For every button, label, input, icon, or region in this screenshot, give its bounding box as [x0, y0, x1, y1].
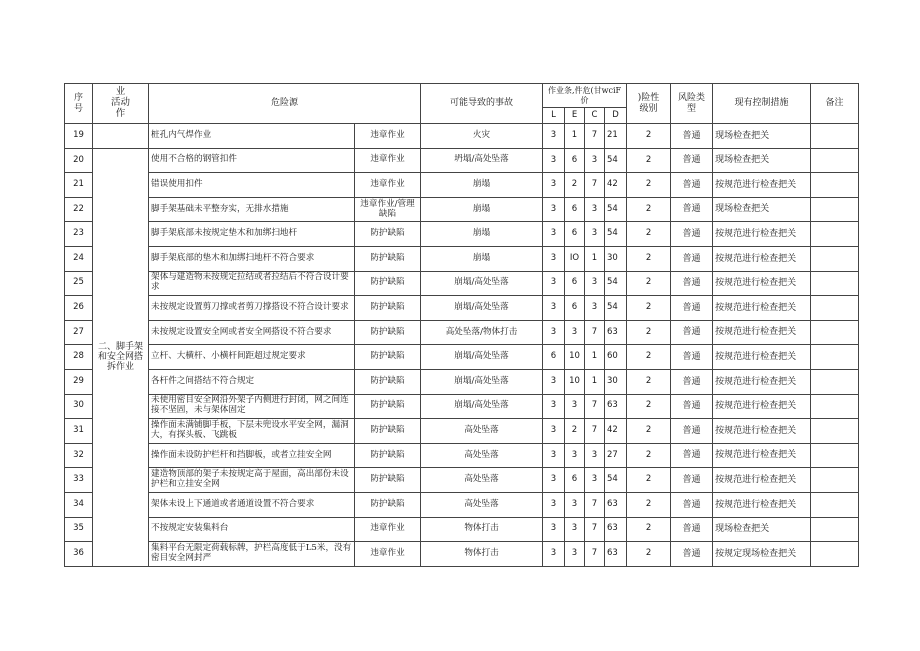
header-L: L [543, 108, 565, 124]
risk-type: 普通 [671, 492, 713, 517]
value-C: 7 [585, 320, 605, 345]
table-row [65, 320, 859, 345]
value-E: 6 [565, 148, 585, 173]
value-L: 6 [543, 345, 565, 370]
header-activity: 业 活动 作 [93, 84, 149, 124]
accident-type: 崩塌 [421, 246, 543, 271]
value-E: 10 [565, 369, 585, 394]
hazard-type: 防护缺陷 [355, 222, 421, 247]
row-number: 36 [65, 542, 93, 567]
value-C: 7 [585, 419, 605, 444]
risk-level: 2 [627, 124, 671, 149]
accident-type: 崩塌/高处坠落 [421, 296, 543, 321]
value-D: 42 [605, 419, 627, 444]
risk-type: 普通 [671, 394, 713, 419]
remark-cell [811, 222, 859, 247]
value-C: 3 [585, 197, 605, 222]
accident-type: 崩塌/高处坠落 [421, 394, 543, 419]
control-measure: 按规范进行检查把关 [713, 369, 811, 394]
accident-type: 高处坠落 [421, 468, 543, 493]
table-row [65, 271, 859, 296]
hazard-type: 防护缺陷 [355, 320, 421, 345]
row-number: 25 [65, 271, 93, 296]
hazard-text: 集料平台无限定荷载标牌，护栏高度低于L5米，没有密目安全网封严 [149, 542, 355, 567]
value-E: 3 [565, 320, 585, 345]
risk-type: 普通 [671, 542, 713, 567]
value-L: 3 [543, 246, 565, 271]
value-E: 1 [565, 124, 585, 149]
control-measure: 按规范进行检查把关 [713, 492, 811, 517]
hazard-text: 立杆、大横杆、小横杆间距超过规定要求 [149, 345, 355, 370]
risk-level: 2 [627, 394, 671, 419]
table-row [65, 468, 859, 493]
value-D: 21 [605, 124, 627, 149]
table-row [65, 197, 859, 222]
control-measure: 按规范进行检查把关 [713, 419, 811, 444]
hazard-type: 防护缺陷 [355, 492, 421, 517]
risk-level: 2 [627, 222, 671, 247]
value-E: 6 [565, 197, 585, 222]
control-measure: 按规范进行检查把关 [713, 246, 811, 271]
accident-type: 崩塌/高处坠落 [421, 345, 543, 370]
accident-type: 高处坠落 [421, 419, 543, 444]
accident-type: 火灾 [421, 124, 543, 149]
control-measure: 现场检查把关 [713, 148, 811, 173]
accident-type: 坍塌/高处坠落 [421, 148, 543, 173]
hazard-type: 防护缺陷 [355, 468, 421, 493]
control-measure: 按规范进行检查把关 [713, 271, 811, 296]
table-row [65, 443, 859, 468]
value-C: 1 [585, 345, 605, 370]
accident-type: 物体打击 [421, 517, 543, 542]
header-remark: 备注 [811, 84, 859, 124]
accident-type: 崩塌 [421, 173, 543, 198]
header-risk-level: )险性 级别 [627, 84, 671, 124]
accident-type: 高处坠落/物体打击 [421, 320, 543, 345]
value-L: 3 [543, 124, 565, 149]
value-D: 63 [605, 542, 627, 567]
risk-type: 普通 [671, 246, 713, 271]
row-number: 21 [65, 173, 93, 198]
value-C: 7 [585, 517, 605, 542]
header-eval-group: 作业条,件危(甘wciF价 [543, 84, 627, 108]
table-row [65, 394, 859, 419]
risk-type: 普通 [671, 222, 713, 247]
risk-level: 2 [627, 517, 671, 542]
value-L: 3 [543, 222, 565, 247]
value-D: 54 [605, 296, 627, 321]
value-L: 3 [543, 394, 565, 419]
risk-level: 2 [627, 271, 671, 296]
value-E: IO [565, 246, 585, 271]
value-L: 3 [543, 296, 565, 321]
control-measure: 现场检查把关 [713, 197, 811, 222]
accident-type: 崩塌 [421, 222, 543, 247]
value-L: 3 [543, 173, 565, 198]
hazard-text: 使用不合格的钢管扣件 [149, 148, 355, 173]
remark-cell [811, 542, 859, 567]
table-row [65, 419, 859, 444]
accident-type: 崩塌 [421, 197, 543, 222]
value-D: 42 [605, 173, 627, 198]
risk-type: 普通 [671, 468, 713, 493]
table-row [65, 369, 859, 394]
value-L: 3 [543, 197, 565, 222]
hazard-type: 违章作业 [355, 542, 421, 567]
value-C: 3 [585, 148, 605, 173]
risk-type: 普通 [671, 148, 713, 173]
remark-cell [811, 419, 859, 444]
value-E: 3 [565, 517, 585, 542]
control-measure: 现场检查把关 [713, 124, 811, 149]
remark-cell [811, 394, 859, 419]
hazard-text: 操作面未满铺脚手板，下层未兜设水平安全网，漏洞大，有探头板、飞跳板 [149, 419, 355, 444]
table-row [65, 296, 859, 321]
remark-cell [811, 468, 859, 493]
risk-type: 普通 [671, 124, 713, 149]
activity-group-label: 二、脚手架 和安全网搭 拆作业 [93, 148, 149, 566]
value-L: 3 [543, 542, 565, 567]
hazard-type: 违章作业 [355, 124, 421, 149]
row-number: 28 [65, 345, 93, 370]
value-C: 7 [585, 124, 605, 149]
hazard-text: 各杆件之间搭结不符合规定 [149, 369, 355, 394]
value-D: 60 [605, 345, 627, 370]
risk-type: 普通 [671, 419, 713, 444]
table-row [65, 517, 859, 542]
risk-level: 2 [627, 246, 671, 271]
hazard-text: 错误使用扣件 [149, 173, 355, 198]
hazard-type: 防护缺陷 [355, 345, 421, 370]
value-L: 3 [543, 468, 565, 493]
value-C: 3 [585, 468, 605, 493]
hazard-text: 未使用密目安全网沿外架子内侧进行封闭，网之间连接不坚固，未与架体固定 [149, 394, 355, 419]
value-L: 3 [543, 148, 565, 173]
table-row [65, 345, 859, 370]
row-number: 24 [65, 246, 93, 271]
risk-level: 2 [627, 197, 671, 222]
value-D: 54 [605, 271, 627, 296]
value-C: 7 [585, 542, 605, 567]
hazard-type: 防护缺陷 [355, 296, 421, 321]
header-risk-type: 风险类 型 [671, 84, 713, 124]
row-number: 20 [65, 148, 93, 173]
risk-level: 2 [627, 492, 671, 517]
risk-type: 普通 [671, 443, 713, 468]
hazard-text: 脚手架底部的垫木和加绑扫地杆不符合要求 [149, 246, 355, 271]
table-row [65, 173, 859, 198]
value-C: 7 [585, 492, 605, 517]
value-D: 54 [605, 197, 627, 222]
header-control: 现有控制措施 [713, 84, 811, 124]
control-measure: 按规范进行检查把关 [713, 468, 811, 493]
value-D: 63 [605, 517, 627, 542]
remark-cell [811, 345, 859, 370]
hazard-text: 脚手架底部未按规定垫木和加绑扫地杆 [149, 222, 355, 247]
row-number: 26 [65, 296, 93, 321]
table-row [65, 222, 859, 247]
value-C: 1 [585, 246, 605, 271]
risk-type: 普通 [671, 197, 713, 222]
value-D: 63 [605, 394, 627, 419]
accident-type: 高处坠落 [421, 443, 543, 468]
row-number: 35 [65, 517, 93, 542]
risk-level: 2 [627, 173, 671, 198]
risk-type: 普通 [671, 345, 713, 370]
value-E: 3 [565, 443, 585, 468]
value-E: 2 [565, 419, 585, 444]
header-accident: 可能导致的事故 [421, 84, 543, 124]
risk-type: 普通 [671, 173, 713, 198]
risk-level: 2 [627, 320, 671, 345]
hazard-text: 脚手架基础未平整夯实，无排水措施 [149, 197, 355, 222]
remark-cell [811, 148, 859, 173]
value-D: 54 [605, 148, 627, 173]
header-hazard: 危险源 [149, 84, 421, 124]
value-E: 6 [565, 468, 585, 493]
risk-type: 普通 [671, 517, 713, 542]
hazard-type: 违章作业/管理 缺陷 [355, 197, 421, 222]
header-E: E [565, 108, 585, 124]
hazard-text: 架体未设上下通道或者通道设置不符合要求 [149, 492, 355, 517]
control-measure: 按规范进行检查把关 [713, 394, 811, 419]
value-E: 2 [565, 173, 585, 198]
row-number: 22 [65, 197, 93, 222]
value-D: 63 [605, 492, 627, 517]
risk-type: 普通 [671, 296, 713, 321]
value-E: 10 [565, 345, 585, 370]
table-row [65, 542, 859, 567]
remark-cell [811, 369, 859, 394]
row-number: 31 [65, 419, 93, 444]
value-L: 3 [543, 271, 565, 296]
accident-type: 崩塌/高处坠落 [421, 369, 543, 394]
row-number: 34 [65, 492, 93, 517]
value-L: 3 [543, 369, 565, 394]
value-E: 6 [565, 271, 585, 296]
value-E: 6 [565, 222, 585, 247]
hazard-type: 违章作业 [355, 173, 421, 198]
control-measure: 按规范进行检查把关 [713, 320, 811, 345]
remark-cell [811, 320, 859, 345]
remark-cell [811, 246, 859, 271]
value-E: 3 [565, 492, 585, 517]
accident-type: 物体打击 [421, 542, 543, 567]
risk-level: 2 [627, 468, 671, 493]
table-row [65, 246, 859, 271]
remark-cell [811, 296, 859, 321]
control-measure: 现场检查把关 [713, 517, 811, 542]
value-L: 3 [543, 443, 565, 468]
value-C: 3 [585, 296, 605, 321]
row-number: 23 [65, 222, 93, 247]
activity-cell-blank [93, 124, 149, 149]
risk-level: 2 [627, 369, 671, 394]
table-row [65, 124, 859, 149]
accident-type: 崩塌/高处坠落 [421, 271, 543, 296]
risk-level: 2 [627, 345, 671, 370]
value-D: 54 [605, 222, 627, 247]
hazard-type: 防护缺陷 [355, 419, 421, 444]
value-L: 3 [543, 492, 565, 517]
remark-cell [811, 492, 859, 517]
value-L: 3 [543, 517, 565, 542]
table-row [65, 148, 859, 173]
value-D: 54 [605, 468, 627, 493]
hazard-type: 防护缺陷 [355, 271, 421, 296]
remark-cell [811, 443, 859, 468]
row-number: 32 [65, 443, 93, 468]
hazard-text: 建造物顶部的架子未按规定高于屋面，高出部份未设护栏和立挂安全网 [149, 468, 355, 493]
value-C: 3 [585, 443, 605, 468]
hazard-text: 架体与建造物未按规定拉结或者拉结后不符合设计要求 [149, 271, 355, 296]
control-measure: 按规范进行检查把关 [713, 345, 811, 370]
hazard-type: 防护缺陷 [355, 443, 421, 468]
accident-type: 高处坠落 [421, 492, 543, 517]
hazard-text: 不按规定安装集料台 [149, 517, 355, 542]
remark-cell [811, 173, 859, 198]
value-E: 6 [565, 296, 585, 321]
risk-level: 2 [627, 148, 671, 173]
value-L: 3 [543, 419, 565, 444]
control-measure: 按规范进行检查把关 [713, 222, 811, 247]
control-measure: 按规范进行检查把关 [713, 443, 811, 468]
header-C: C [585, 108, 605, 124]
value-C: 7 [585, 394, 605, 419]
risk-type: 普通 [671, 369, 713, 394]
remark-cell [811, 271, 859, 296]
remark-cell [811, 197, 859, 222]
hazard-text: 未按规定设置安全网或者安全网搭设不符合要求 [149, 320, 355, 345]
value-D: 30 [605, 369, 627, 394]
hazard-type: 防护缺陷 [355, 394, 421, 419]
hazard-table [64, 83, 859, 567]
table-body [65, 124, 859, 567]
table-row [65, 492, 859, 517]
value-C: 3 [585, 222, 605, 247]
value-L: 3 [543, 320, 565, 345]
value-D: 63 [605, 320, 627, 345]
value-C: 3 [585, 271, 605, 296]
control-measure: 按规定现场检查把关 [713, 542, 811, 567]
risk-level: 2 [627, 419, 671, 444]
risk-level: 2 [627, 296, 671, 321]
value-E: 3 [565, 542, 585, 567]
hazard-text: 桩孔内气焊作业 [149, 124, 355, 149]
control-measure: 按规范进行检查把关 [713, 173, 811, 198]
value-C: 1 [585, 369, 605, 394]
hazard-text: 操作面未设防护栏杆和挡脚板，或者立挂安全网 [149, 443, 355, 468]
hazard-type: 违章作业 [355, 148, 421, 173]
value-D: 27 [605, 443, 627, 468]
hazard-type: 违章作业 [355, 517, 421, 542]
value-C: 7 [585, 173, 605, 198]
hazard-text: 未按规定设置剪刀撑或者剪刀撑搭设不符合设计要求 [149, 296, 355, 321]
risk-type: 普通 [671, 320, 713, 345]
header-D: D [605, 108, 627, 124]
risk-level: 2 [627, 443, 671, 468]
value-D: 30 [605, 246, 627, 271]
row-number: 19 [65, 124, 93, 149]
risk-type: 普通 [671, 271, 713, 296]
remark-cell [811, 517, 859, 542]
risk-level: 2 [627, 542, 671, 567]
row-number: 30 [65, 394, 93, 419]
control-measure: 按规范进行检查把关 [713, 296, 811, 321]
hazard-type: 防护缺陷 [355, 246, 421, 271]
header-seq: 序 号 [65, 84, 93, 124]
row-number: 29 [65, 369, 93, 394]
hazard-type: 防护缺陷 [355, 369, 421, 394]
remark-cell [811, 124, 859, 149]
row-number: 33 [65, 468, 93, 493]
value-E: 3 [565, 394, 585, 419]
row-number: 27 [65, 320, 93, 345]
